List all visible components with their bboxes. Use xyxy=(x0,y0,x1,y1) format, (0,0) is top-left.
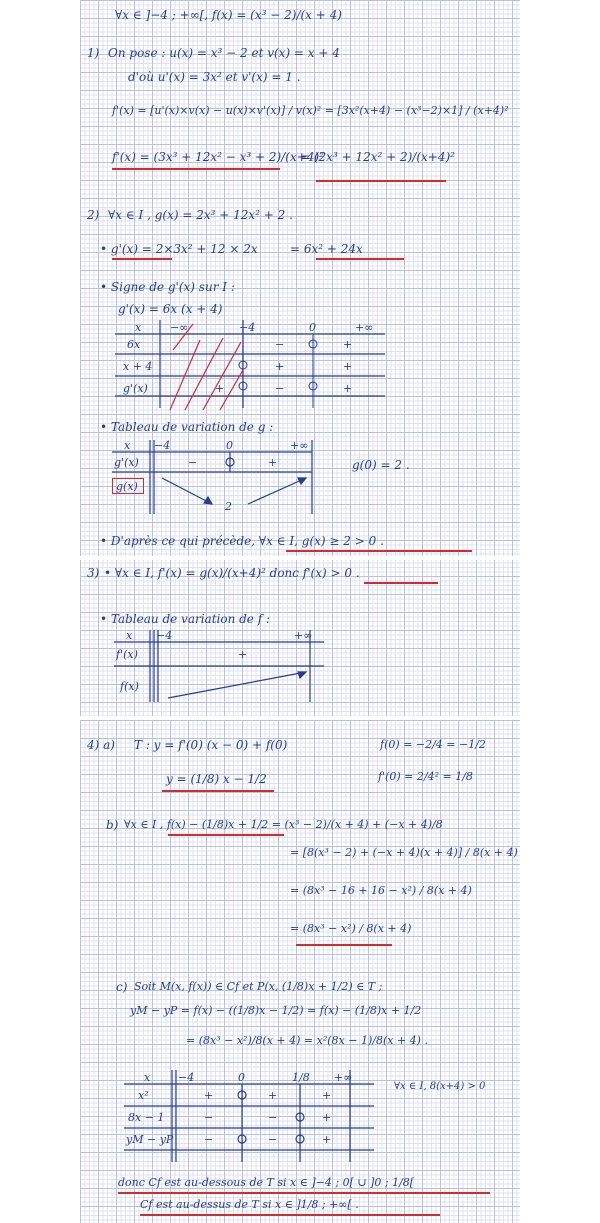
underline xyxy=(140,1214,440,1216)
sign-cell: + xyxy=(215,382,225,395)
sign-cell: + xyxy=(343,382,353,395)
q1-derivative-result: = (2x³ + 12x² + 2)/(x+4)² xyxy=(300,150,455,164)
sign-cell: + xyxy=(268,456,278,469)
underline xyxy=(296,944,392,946)
sign-cell: − xyxy=(204,1133,214,1146)
page-separator xyxy=(80,716,520,720)
sign-cell: + xyxy=(275,360,285,373)
q1-label: 1) xyxy=(87,46,100,60)
row-label: x + 4 xyxy=(123,360,153,373)
sign-cell: + xyxy=(343,338,353,351)
variation-table-f xyxy=(114,630,324,702)
q1-derivative-expanded: f'(x) = (3x³ + 12x² − x³ + 2)/(x+4)² xyxy=(112,150,324,164)
highlight-box xyxy=(112,478,144,494)
underline xyxy=(112,258,172,260)
var-table-header: +∞ xyxy=(290,439,309,452)
q4c-line2: yM − yP = f(x) − ((1/8)x − 1/2) = f(x) − (1/8)x + 1/2 xyxy=(130,1004,422,1017)
q4c-label: c) xyxy=(116,980,128,994)
q3-label: 3) xyxy=(87,566,100,580)
sign-table-header: −∞ xyxy=(170,321,189,334)
var-table-header: 0 xyxy=(226,439,233,452)
underline xyxy=(286,550,472,552)
sign-cell: − xyxy=(204,1111,214,1124)
underline xyxy=(364,582,438,584)
sign-cell: − xyxy=(268,1133,278,1146)
q4a-fprime-of-zero: f'(0) = 2/4² = 1/8 xyxy=(378,770,473,783)
q2-label: 2) xyxy=(87,208,100,222)
sign-table-header: +∞ xyxy=(334,1071,353,1084)
row-label: 8x − 1 xyxy=(128,1111,165,1124)
var-table-header: +∞ xyxy=(294,629,313,642)
sign-table-header: x xyxy=(135,321,142,334)
q3-variation-title: • Tableau de variation de f : xyxy=(100,612,271,626)
underline xyxy=(118,1192,490,1194)
q1-line1: On pose : u(x) = x³ − 2 et v(x) = x + 4 xyxy=(108,46,340,60)
sign-cell: + xyxy=(268,1089,278,1102)
sign-cell: − xyxy=(188,456,198,469)
sign-table-header: +∞ xyxy=(355,321,374,334)
q2-derivative: • g'(x) = 2×3x² + 12 × 2x xyxy=(100,242,258,256)
sign-table-header: 1/8 xyxy=(292,1071,310,1084)
sign-table-header: 0 xyxy=(238,1071,245,1084)
var-table-header: x xyxy=(124,439,131,452)
var-table-header: x xyxy=(126,629,133,642)
var-table-header: −4 xyxy=(156,629,173,642)
q4c-conclusion-1: donc Cf est au-dessous de T si x ∈ ]−4 ; 0[ ∪ ]0 ; 1/8[ xyxy=(118,1176,415,1189)
underline xyxy=(316,180,446,182)
sign-table-header: −4 xyxy=(239,321,256,334)
sign-cell: + xyxy=(238,648,248,661)
sign-table-header: x xyxy=(144,1071,151,1084)
sign-cell: + xyxy=(322,1111,332,1124)
q3-line1: • ∀x ∈ I, f'(x) = g(x)/(x+4)² donc f'(x) > 0 . xyxy=(104,566,360,580)
q4a-tangent-equation: T : y = f'(0) (x − 0) + f(0) xyxy=(134,738,288,752)
q4a-label: 4) a) xyxy=(87,738,115,752)
sign-table-header: 0 xyxy=(309,321,316,334)
sign-cell: − xyxy=(275,338,285,351)
q2-derivative-result: = 6x² + 24x xyxy=(290,242,363,256)
g-of-zero: g(0) = 2 . xyxy=(352,458,410,472)
row-label: g'(x) xyxy=(123,382,148,395)
q4b-line2: = [8(x³ − 2) + (−x + 4)(x + 4)] / 8(x + 4) xyxy=(290,846,518,859)
q2-factored: g'(x) = 6x (x + 4) xyxy=(118,302,223,316)
q1-line2: d'où u'(x) = 3x² et v'(x) = 1 . xyxy=(128,70,301,84)
q4b-label: b) xyxy=(106,818,119,832)
q4a-f-of-zero: f(0) = −2/4 = −1/2 xyxy=(380,738,486,751)
underline xyxy=(162,790,274,792)
sign-table-yM-yP xyxy=(124,1070,374,1162)
sign-table-gprime xyxy=(115,320,385,408)
q4a-result: y = (1/8) x − 1/2 xyxy=(166,772,267,786)
domain-definition: ∀x ∈ ]−4 ; +∞[, f(x) = (x³ − 2)/(x + 4) xyxy=(115,8,342,22)
row-label: g'(x) xyxy=(114,456,139,469)
variation-table-g xyxy=(112,440,322,514)
q4c-conclusion-2: Cf est au-dessus de T si x ∈ ]1/8 ; +∞[ . xyxy=(140,1198,359,1211)
sign-table-header: −4 xyxy=(178,1071,195,1084)
sign-cell: + xyxy=(343,360,353,373)
underline xyxy=(168,834,284,836)
var-table-header: −4 xyxy=(154,439,171,452)
q4b-line1: ∀x ∈ I , f(x) − (1/8)x + 1/2 = (x³ − 2)/(x + 4) + (−x + 4)/8 xyxy=(124,818,443,831)
q4c-line3: = (8x³ − x²)/8(x + 4) = x²(8x − 1)/8(x + 4) . xyxy=(186,1034,428,1047)
q4b-line3: = (8x³ − 16 + 16 − x²) / 8(x + 4) xyxy=(290,884,472,897)
underline xyxy=(316,258,404,260)
underline xyxy=(112,168,280,170)
q4c-line1: Soit M(x, f(x)) ∈ Cf et P(x, (1/8)x + 1/2) ∈ T ; xyxy=(134,980,383,993)
sign-cell: + xyxy=(322,1089,332,1102)
q2-line1: ∀x ∈ I , g(x) = 2x³ + 12x² + 2 . xyxy=(108,208,293,222)
sign-cell: + xyxy=(322,1133,332,1146)
row-label: yM − yP xyxy=(126,1133,174,1146)
page-separator xyxy=(80,556,520,560)
q2-variation-title: • Tableau de variation de g : xyxy=(100,420,274,434)
row-label: f(x) xyxy=(120,680,139,693)
q4c-positivity-note: ∀x ∈ I, 8(x+4) > 0 xyxy=(394,1081,486,1092)
row-label: 6x xyxy=(127,338,141,351)
row-label: f'(x) xyxy=(116,648,138,661)
sign-cell: + xyxy=(204,1089,214,1102)
q1-derivative-formula: f'(x) = [u'(x)×v(x) − u(x)×v'(x)] / v(x)² = [3x²(x+4) − (x³−2)×1] / (x+4)² xyxy=(112,104,509,117)
q2-sign-title: • Signe de g'(x) sur I : xyxy=(100,280,235,294)
row-label: x² xyxy=(138,1089,149,1102)
sign-cell: − xyxy=(268,1111,278,1124)
sign-cell: − xyxy=(275,382,285,395)
min-value: 2 xyxy=(225,500,232,513)
row-label: g(x) xyxy=(116,480,138,493)
q2-conclusion: • D'après ce qui précède, ∀x ∈ I, g(x) ≥ 2 > 0 . xyxy=(100,534,384,548)
q4b-line4: = (8x³ − x²) / 8(x + 4) xyxy=(290,922,412,935)
